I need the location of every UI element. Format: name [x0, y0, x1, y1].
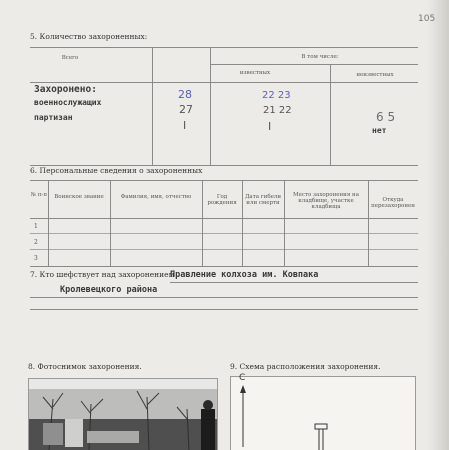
- table6-col-divider-6: [368, 180, 369, 266]
- section5-title: 5. Количество захороненных:: [30, 32, 148, 41]
- page-number: 105: [418, 14, 436, 24]
- table6-header-rank: Воинское звание: [54, 194, 104, 200]
- table6-header-death-date: Дата гибели или смерти: [244, 194, 282, 206]
- table5-header-known: известных: [239, 70, 271, 76]
- patron-line-1: Правление колхоза им. Ковпака: [170, 270, 319, 280]
- table5-divider-3: [330, 64, 331, 165]
- north-mark: С: [239, 373, 246, 383]
- unknown-buried-value: 6 5: [376, 110, 396, 124]
- total-partisans-value: I: [183, 119, 187, 132]
- unknown-partisans-value: нет: [372, 126, 387, 135]
- table5-header-total: Всего: [61, 55, 79, 61]
- table6-bottom-line: [30, 266, 418, 267]
- section7-underline-3: [30, 309, 418, 310]
- burial-location-scheme: [230, 373, 416, 450]
- section7-underline-2: [30, 297, 418, 298]
- table6-top-line: [30, 180, 418, 181]
- table5-header-unknown: неизвестных: [356, 72, 394, 78]
- table6-col-divider-2: [110, 180, 111, 266]
- patron-line-2: Кролевецкого района: [60, 285, 158, 295]
- scheme-drawing: [231, 377, 415, 450]
- table6-row1-line: [30, 233, 418, 234]
- known-soldiers-value: 21 22: [263, 105, 292, 116]
- total-soldiers-value: 27: [179, 103, 193, 116]
- table6-row2-line: [30, 249, 418, 250]
- table5-subheader-line: [210, 64, 418, 65]
- table6-col-divider-4: [242, 180, 243, 266]
- section6-title: 6. Персональные сведения о захороненных: [30, 166, 203, 175]
- table6-col-divider-1: [48, 180, 49, 266]
- section9-title: 9. Схема расположения захоронения.: [230, 362, 381, 371]
- section7-label: 7. Кто шефствует над захоронением: [30, 270, 175, 279]
- table6-row-number-2: 2: [34, 239, 38, 246]
- section7-underline-1: [170, 282, 418, 283]
- table6-col-divider-3: [202, 180, 203, 266]
- known-buried-value: 22 23: [262, 90, 291, 101]
- buried-label: Захоронено:: [34, 84, 97, 95]
- table5-header-bottom-line: [30, 82, 418, 83]
- table6-header-name: Фамилия, имя, отчество: [120, 194, 192, 200]
- known-partisans-value: I: [268, 120, 272, 133]
- burial-photo: [28, 378, 218, 450]
- page-edge-shadow: [427, 0, 449, 450]
- table6-header-number: № п-п: [30, 192, 48, 198]
- table6-row-number-1: 1: [34, 223, 38, 230]
- table6-header-bottom-line: [30, 218, 418, 219]
- table6-header-birth-year: Год рождения: [207, 194, 237, 206]
- section8-title: 8. Фотоснимок захоронения.: [28, 362, 142, 371]
- partisans-label: партизан: [34, 113, 73, 122]
- table5-divider-1: [152, 47, 153, 165]
- table6-col-divider-5: [284, 180, 285, 266]
- total-buried-value: 28: [178, 88, 192, 101]
- table5-top-line: [30, 47, 418, 48]
- burial-photo-image: [29, 379, 217, 450]
- table6-row-number-3: 3: [34, 255, 38, 262]
- table5-header-including: В том числе:: [301, 54, 339, 60]
- table6-header-reburied-from: Откуда перезахоронен: [371, 197, 415, 209]
- soldiers-label: военнослужащих: [34, 98, 102, 107]
- table6-header-burial-place: Место захоронения на кладбище, участке кладбища: [292, 192, 359, 210]
